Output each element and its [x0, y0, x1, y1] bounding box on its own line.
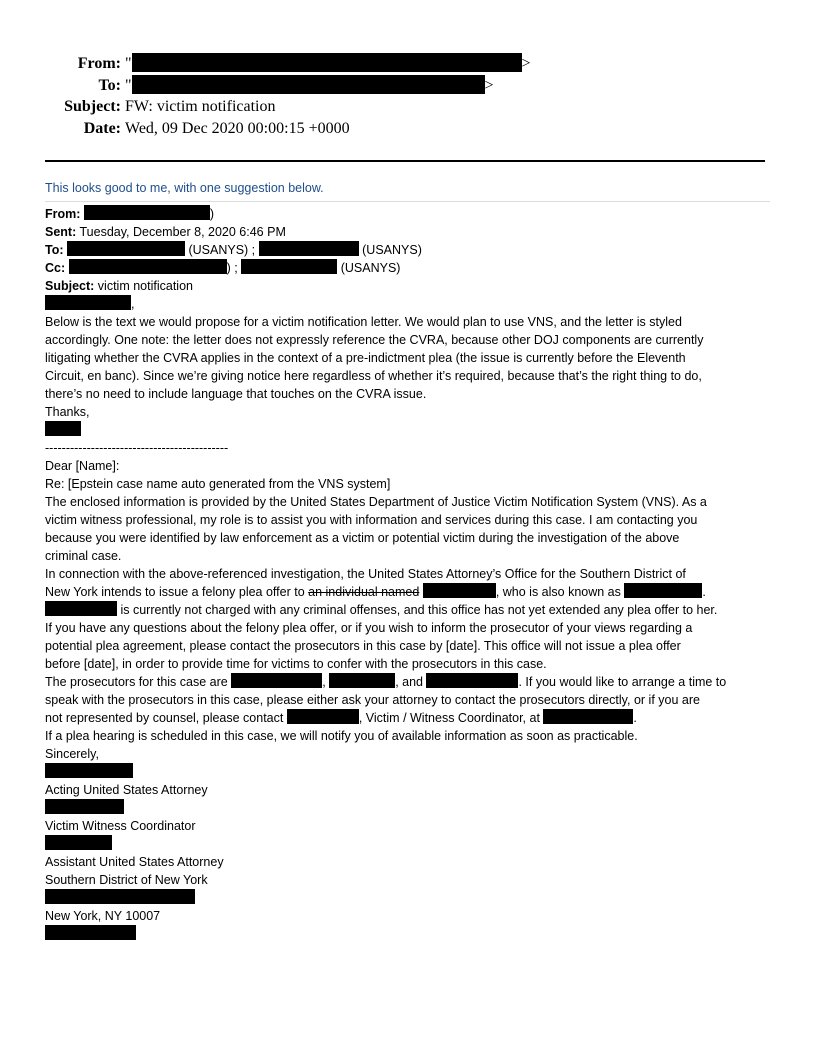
- redaction: [132, 75, 485, 94]
- letter-line: victim witness professional, my role is to assist you with information and services during this case. I am contacting you: [45, 513, 698, 527]
- redaction: [287, 709, 359, 724]
- redaction: [67, 241, 185, 256]
- header-to: To: " >: [98, 77, 494, 94]
- redaction: [259, 241, 359, 256]
- closing: Sincerely,: [45, 747, 99, 761]
- redaction: [241, 259, 337, 274]
- redaction: [45, 421, 81, 436]
- signer-title: Victim Witness Coordinator: [45, 819, 196, 833]
- fwd-subject: Subject: victim notification: [45, 279, 193, 293]
- redaction: [423, 583, 496, 598]
- redaction: [132, 53, 522, 72]
- letter-line: speak with the prosecutors in this case, please either ask your attorney to contact the prosecutors directly, or if you are: [45, 693, 700, 707]
- redaction: [84, 205, 210, 220]
- redaction: [45, 835, 112, 850]
- redaction: [231, 673, 322, 688]
- redaction: [45, 763, 133, 778]
- fwd-to: To: (USANYS) ; (USANYS): [45, 243, 422, 257]
- letter-line: New York intends to issue a felony plea offer to an individual named , who is also known as .: [45, 585, 706, 599]
- redaction: [45, 889, 195, 904]
- letter-line: before [date], in order to provide time for victims to confer with the prosecutors in this case.: [45, 657, 547, 671]
- redaction: [69, 259, 227, 274]
- redaction: [426, 673, 518, 688]
- redaction: [624, 583, 702, 598]
- signer-title: Acting United States Attorney: [45, 783, 208, 797]
- message-line: litigating whether the CVRA applies in the context of a pre-indictment plea (the issue is currently before the Eleventh: [45, 351, 686, 365]
- signer-name: [45, 835, 726, 853]
- redaction: [45, 601, 117, 616]
- header-date: Date: Wed, 09 Dec 2020 00:00:15 +0000: [83, 120, 350, 137]
- letter-line: The prosecutors for this case are , , and . If you would like to arrange a time to: [45, 675, 727, 689]
- letter-line: The enclosed information is provided by the United States Department of Justice Victim Notification System (VNS). As a: [45, 495, 707, 509]
- redaction: [45, 295, 131, 310]
- fwd-sent: Sent: Tuesday, December 8, 2020 6:46 PM: [45, 225, 286, 239]
- letter-re: Re: [Epstein case name auto generated from the VNS system]: [45, 477, 391, 491]
- redaction: [543, 709, 633, 724]
- letter-salutation: Dear [Name]:: [45, 459, 120, 473]
- thanks: Thanks,: [45, 405, 90, 419]
- message-line: there’s no need to include language that touches on the CVRA issue.: [45, 387, 427, 401]
- greeting: ,: [45, 295, 726, 313]
- letter-line: is currently not charged with any criminal offenses, and this office has not yet extended any plea offer to her.: [45, 601, 726, 619]
- separator: --------------------------------------------: [45, 441, 229, 455]
- header-subject: Subject: FW: victim notification: [64, 98, 276, 115]
- redaction: [329, 673, 395, 688]
- message-line: accordingly. One note: the letter does not expressly reference the CVRA, because other DOJ components are currently: [45, 333, 704, 347]
- letter-line: potential plea agreement, please contact the prosecutors in this case by [date]. This office will not issue a plea offer: [45, 639, 681, 653]
- phone-redacted: [45, 925, 726, 943]
- signer-name: [45, 763, 726, 781]
- signature-redacted: [45, 421, 726, 439]
- redaction: [45, 925, 136, 940]
- reply-note: This looks good to me, with one suggestion below.: [45, 181, 324, 195]
- message-line: Circuit, en banc). Since we’re giving notice here regardless of whether it’s required, because that’s the right thing to do,: [45, 369, 702, 383]
- address-street: [45, 889, 726, 907]
- header-divider: [45, 160, 765, 162]
- signer-office: Southern District of New York: [45, 873, 208, 887]
- reply-divider: [45, 201, 770, 202]
- fwd-cc: Cc: ) ; (USANYS): [45, 261, 401, 275]
- address-city: New York, NY 10007: [45, 909, 161, 923]
- signer-title: Assistant United States Attorney: [45, 855, 224, 869]
- letter-line: In connection with the above-referenced investigation, the United States Attorney’s Office for the Southern District of: [45, 567, 686, 581]
- fwd-from: From: ): [45, 207, 215, 221]
- forwarded-message: [45, 205, 726, 943]
- letter-line: If you have any questions about the felony plea offer, or if you wish to inform the prosecutor of your views regarding a: [45, 621, 693, 635]
- letter-line: criminal case.: [45, 549, 122, 563]
- struck-text: an individual named: [308, 585, 420, 599]
- message-line: Below is the text we would propose for a victim notification letter. We would plan to use VNS, and the letter is styled: [45, 315, 682, 329]
- header-from: From: " >: [77, 55, 531, 72]
- letter-line: If a plea hearing is scheduled in this case, we will notify you of available information as soon as practicable.: [45, 729, 638, 743]
- letter-line: not represented by counsel, please contact , Victim / Witness Coordinator, at .: [45, 711, 637, 725]
- redaction: [45, 799, 124, 814]
- letter-line: because you were identified by law enforcement as a victim or potential victim during the investigation of the above: [45, 531, 680, 545]
- signer-name: [45, 799, 726, 817]
